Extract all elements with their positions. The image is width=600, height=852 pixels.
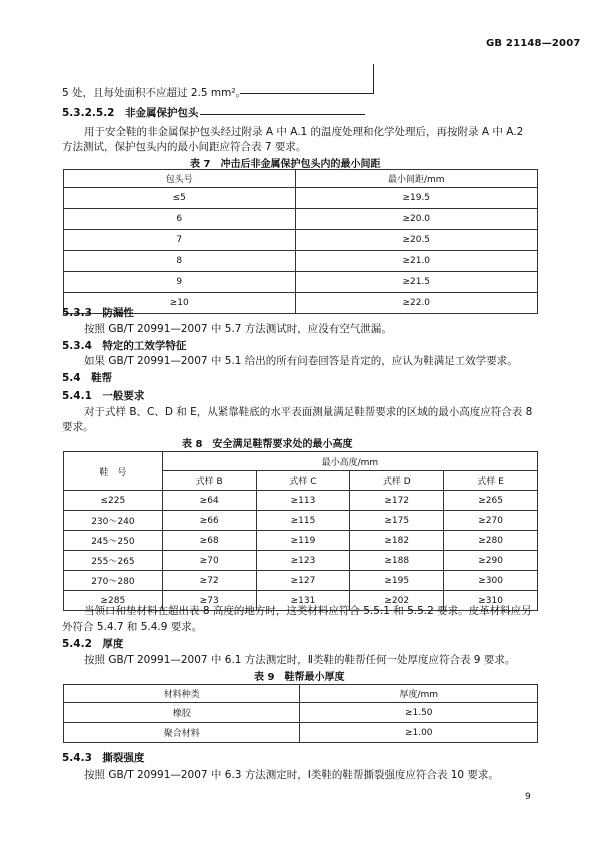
paragraph-line: 方法测试，保护包头内的最小间距应符合表 7 要求。 [62, 141, 307, 153]
table-8 [63, 451, 538, 611]
table-header-cell: 最小间距/mm [295, 170, 538, 188]
table-cell: 8 [64, 251, 296, 272]
paragraph-line: 要求。 [62, 421, 94, 433]
paragraph-line: 如果 GB/T 20991—2007 中 5.1 给出的所有问卷回答是肯定的，应认为鞋满足工效学要求。 [84, 355, 518, 367]
table-caption: 表 9 鞋帮最小厚度 [254, 672, 345, 683]
table-row [64, 511, 538, 531]
table-header-cell: 式样 E [444, 471, 538, 491]
table-cell: ≥113 [256, 491, 350, 511]
table-cell: 聚合材料 [64, 723, 300, 743]
table-cell: ≥66 [162, 511, 256, 531]
table-cell: ≥10 [64, 293, 296, 314]
table-row [64, 571, 538, 591]
table-row [64, 491, 538, 511]
table-caption: 表 8 安全满足鞋帮要求处的最小高度 [182, 439, 353, 450]
table-cell: 6 [64, 209, 296, 230]
table-cell: ≥172 [350, 491, 444, 511]
table-7 [63, 169, 538, 314]
table-header-cell: 鞋 号 [64, 452, 163, 491]
table-cell: ≥270 [444, 511, 538, 531]
paragraph-line: 外符合 5.4.7 和 5.4.9 要求。 [62, 621, 203, 633]
table-cell: ≥195 [350, 571, 444, 591]
table-cell: ≥175 [350, 511, 444, 531]
table-cell: 9 [64, 272, 296, 293]
table-cell: ≥131 [256, 591, 350, 611]
table-cell: 245～250 [64, 531, 163, 551]
table-cell: ≥21.0 [295, 251, 538, 272]
table-cell: 230～240 [64, 511, 163, 531]
table-header-cell: 包头号 [64, 170, 296, 188]
table-cell: ≥70 [162, 551, 256, 571]
paragraph-line: 当领口和垫材料在超出表 8 高度的地方时，这类材料应符合 5.5.1 和 5.5.2 要求。皮革材料应另 [84, 605, 532, 617]
paragraph-line: 用于安全鞋的非金属保护包头经过附录 A 中 A.1 的温度处理和化学处理后，再按附录 A 中 A.2 [84, 126, 524, 138]
table-row [64, 209, 538, 230]
page-number: 9 [525, 792, 531, 802]
table-cell: ≤225 [64, 491, 163, 511]
table-cell: ≤5 [64, 188, 296, 209]
table-cell: ≥123 [256, 551, 350, 571]
table-header-cell: 厚度/mm [300, 685, 538, 703]
margin-mark [373, 64, 374, 94]
table-header-row [64, 170, 538, 188]
table-cell: ≥21.5 [295, 272, 538, 293]
table-cell: ≥73 [162, 591, 256, 611]
table-cell: ≥1.50 [300, 703, 538, 723]
table-cell: ≥22.0 [295, 293, 538, 314]
table-cell: ≥127 [256, 571, 350, 591]
table-row [64, 293, 538, 314]
table-header-row [64, 452, 538, 471]
section-heading: 5.4.1 一般要求 [62, 390, 145, 402]
table-row [64, 551, 538, 571]
table-cell: ≥290 [444, 551, 538, 571]
table-cell: ≥19.5 [295, 188, 538, 209]
table-row [64, 230, 538, 251]
section-heading: 5.4 鞋帮 [62, 372, 113, 384]
section-heading: 5.4.3 撕裂强度 [62, 752, 145, 764]
table-header-cell: 材料种类 [64, 685, 300, 703]
paragraph-line: 按照 GB/T 20991—2007 中 6.1 方法测定时，Ⅱ类鞋的鞋帮任何一处厚度应符合表 9 要求。 [84, 654, 516, 666]
table-cell: ≥300 [444, 571, 538, 591]
table-header-row [64, 685, 538, 703]
table-cell: ≥285 [64, 591, 163, 611]
table-cell: ≥72 [162, 571, 256, 591]
underline-mark-2 [200, 114, 365, 115]
paragraph-line: 对于式样 B、C、D 和 E，从紧靠鞋底的水平表面测量满足鞋帮要求的区域的最小高度应符合表 8 [84, 406, 533, 418]
paragraph-line: 按照 GB/T 20991—2007 中 5.7 方法测试时，应没有空气泄漏。 [84, 323, 392, 335]
table-header-cell: 式样 B [162, 471, 256, 491]
table-cell: 270～280 [64, 571, 163, 591]
table-header-cell: 最小高度/mm [162, 452, 537, 471]
table-cell: ≥280 [444, 531, 538, 551]
underline-mark [240, 93, 374, 94]
table-cell: ≥20.5 [295, 230, 538, 251]
text-line: 5 处，且每处面积不应超过 2.5 mm²。 [62, 87, 247, 99]
table-9 [63, 684, 538, 743]
section-heading: 5.4.2 厚度 [62, 638, 124, 650]
table-cell: ≥20.0 [295, 209, 538, 230]
table-row [64, 188, 538, 209]
table-cell: ≥115 [256, 511, 350, 531]
paragraph-line: 按照 GB/T 20991—2007 中 6.3 方法测定时，Ⅰ类鞋的鞋帮撕裂强度应符合表 10 要求。 [84, 769, 499, 781]
table-cell: 255～265 [64, 551, 163, 571]
table-row [64, 531, 538, 551]
table-header-cell: 式样 D [350, 471, 444, 491]
section-heading: 5.3.3 防漏性 [62, 307, 134, 319]
section-heading: 5.3.2.5.2 非金属保护包头 [62, 107, 199, 119]
table-row [64, 251, 538, 272]
table-row [64, 703, 538, 723]
section-heading: 5.3.4 特定的工效学特征 [62, 340, 187, 352]
table-header-cell: 式样 C [256, 471, 350, 491]
table-cell: ≥202 [350, 591, 444, 611]
table-cell: ≥188 [350, 551, 444, 571]
table-cell: ≥64 [162, 491, 256, 511]
table-cell: 橡胶 [64, 703, 300, 723]
table-row [64, 272, 538, 293]
table-cell: 7 [64, 230, 296, 251]
table-cell: ≥310 [444, 591, 538, 611]
table-cell: ≥1.00 [300, 723, 538, 743]
table-cell: ≥265 [444, 491, 538, 511]
table-cell: ≥119 [256, 531, 350, 551]
table-cell: ≥68 [162, 531, 256, 551]
standard-number: GB 21148—2007 [486, 38, 581, 49]
table-cell: ≥182 [350, 531, 444, 551]
table-caption: 表 7 冲击后非金属保护包头内的最小间距 [190, 159, 381, 170]
table-row [64, 723, 538, 743]
